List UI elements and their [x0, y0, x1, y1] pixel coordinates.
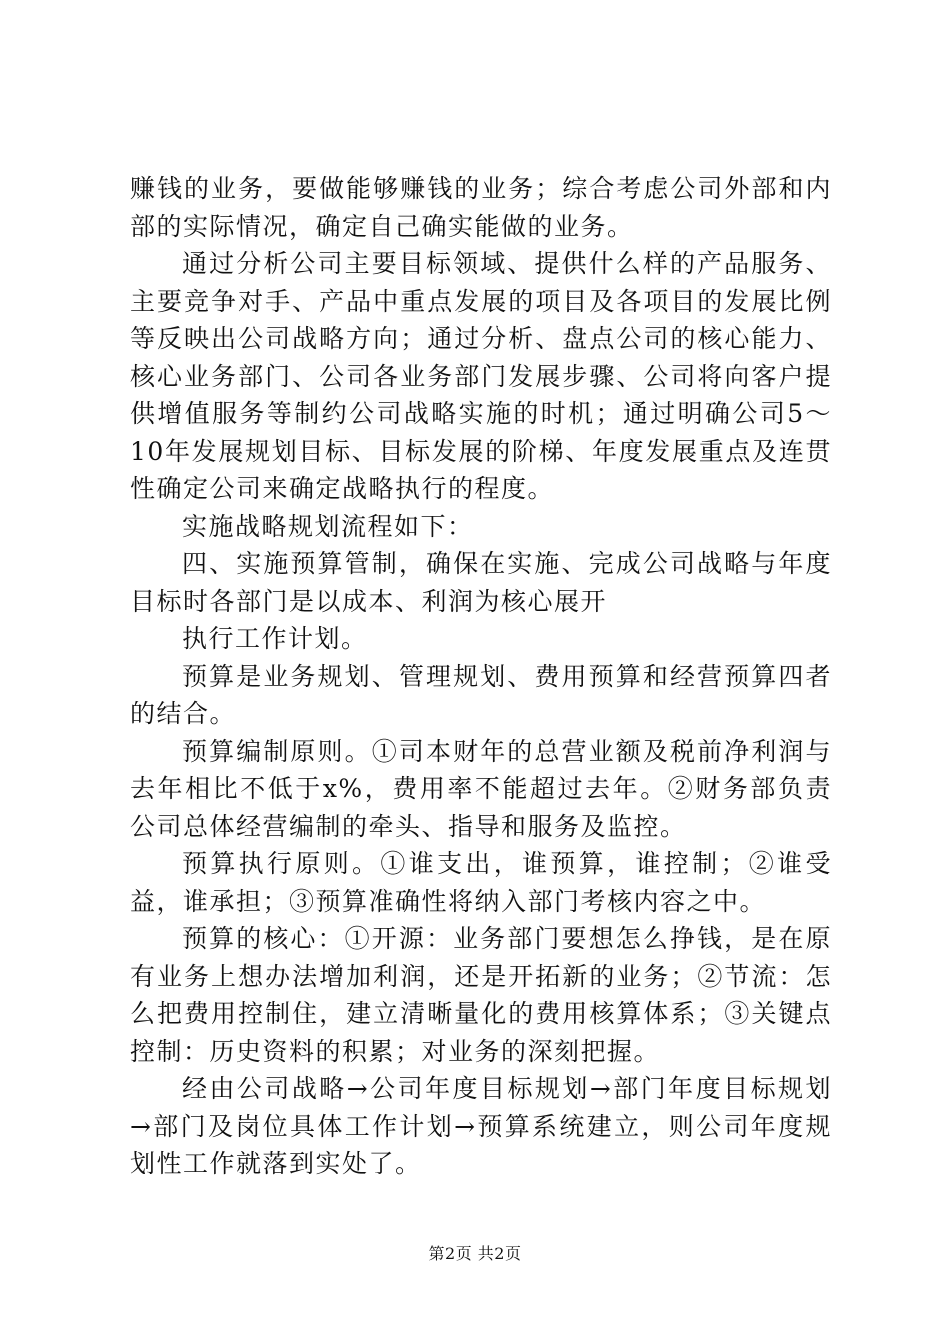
page-footer	[0, 1242, 950, 1266]
paragraph-2: 通过分析公司主要目标领域、提供什么样的产品服务、主要竞争对手、产品中重点发展的项目及各项目的发展比例等反映出公司战略方向；通过分析、盘点公司的核心能力、核心业务部门、公司各业务部门发展步骤、公司将向客户提供增值服务等制约公司战略实施的时机；通过明确公司5～10年发展规划目标、目标发展的阶梯、年度发展重点及连贯性确定公司来确定战略执行的程度。	[130, 249, 832, 503]
paragraph-6: 预算是业务规划、管理规划、费用预算和经营预算四者的结合。	[130, 661, 832, 728]
paragraph-8: 预算执行原则。①谁支出，谁预算，谁控制；②谁受益，谁承担；③预算准确性将纳入部门考核内容之中。	[130, 849, 832, 916]
paragraph-10: 经由公司战略→公司年度目标规划→部门年度目标规划→部门及岗位具体工作计划→预算系统建立，则公司年度规划性工作就落到实处了。	[130, 1074, 832, 1178]
page-number-label: 第2页 共2页	[428, 1244, 522, 1263]
document-body	[130, 170, 832, 1183]
paragraph-7: 预算编制原则。①司本财年的总营业额及税前净利润与去年相比不低于x%，费用率不能超过去年。②财务部负责公司总体经营编制的牵头、指导和服务及监控。	[130, 736, 832, 841]
paragraph-5: 执行工作计划。	[182, 624, 368, 653]
paragraph-1: 赚钱的业务，要做能够赚钱的业务；综合考虑公司外部和内部的实际情况，确定自己确实能做的业务。	[130, 174, 832, 241]
paragraph-4: 四、实施预算管制，确保在实施、完成公司战略与年度目标时各部门是以成本、利润为核心展开	[130, 549, 832, 616]
paragraph-9: 预算的核心：①开源：业务部门要想怎么挣钱，是在原有业务上想办法增加利润，还是开拓新的业务；②节流：怎么把费用控制住，建立清晰量化的费用核算体系；③关键点控制：历史资料的积累；对业务的深刻把握。	[130, 924, 832, 1066]
paragraph-3: 实施战略规划流程如下：	[182, 511, 474, 541]
